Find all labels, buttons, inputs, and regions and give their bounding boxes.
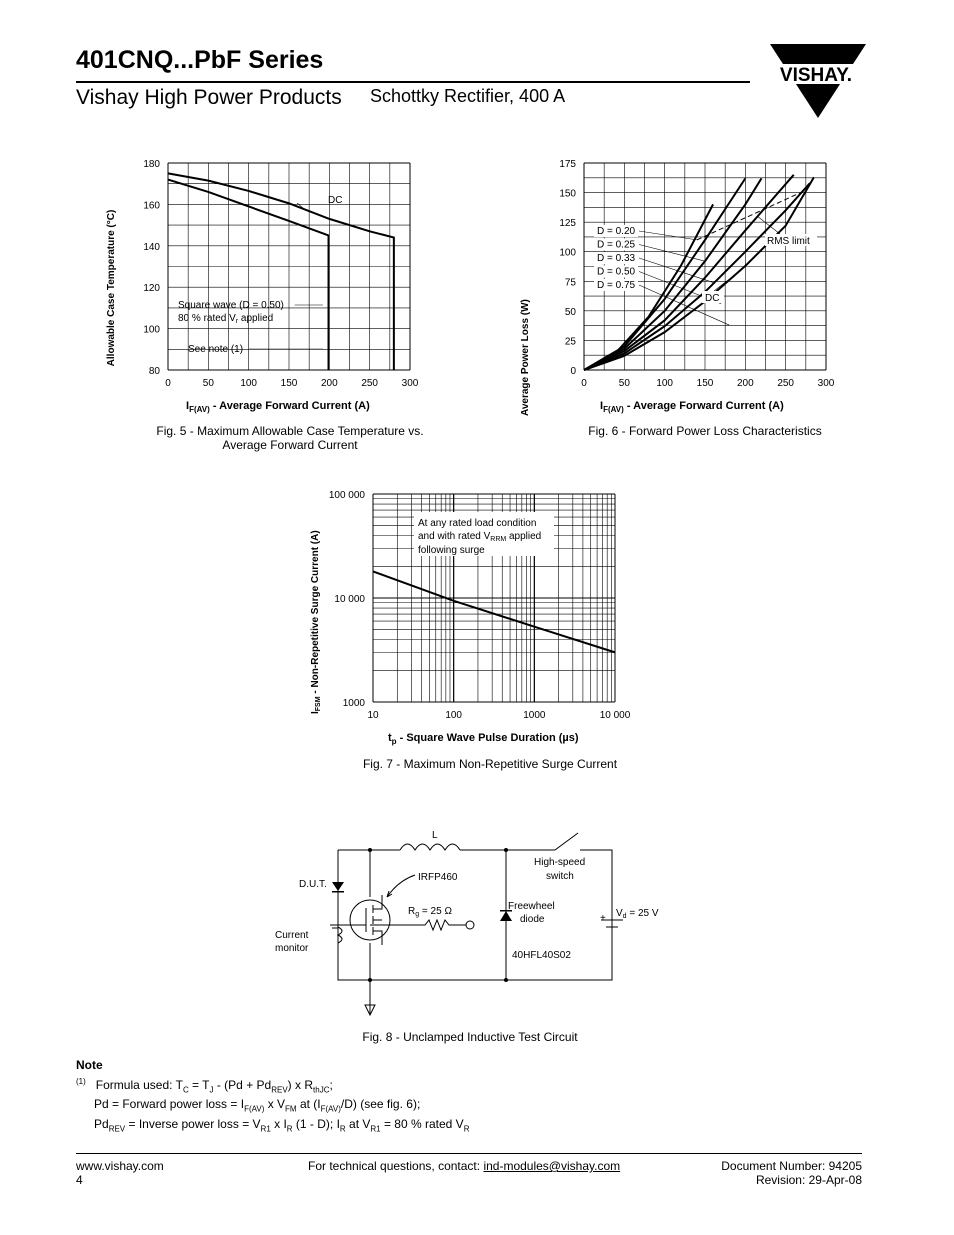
fig5-caption: Fig. 5 - Maximum Allowable Case Temperature vs. Average Forward Current: [156, 424, 424, 452]
fig6-y-tick: 150: [559, 188, 576, 200]
footer-rule: [76, 1153, 862, 1154]
logo-text: VISHAY.: [779, 65, 853, 86]
fig6-x-tick: 200: [736, 378, 754, 389]
fig6-x-tick: 150: [696, 378, 714, 389]
vishay-logo: [768, 42, 868, 120]
fig5-x-tick: 0: [165, 378, 171, 389]
fig7-y-tick: 1000: [342, 698, 365, 709]
fig5-square-wave-label: Square wave (D = 0.50): [178, 300, 284, 311]
footer-page-number: 4: [76, 1173, 83, 1187]
footer-doc-number: Document Number: 94205: [721, 1159, 862, 1173]
freewheel-label-1: Freewheel: [508, 901, 555, 912]
fig5-rated-label: 80 % rated $V_r$ applied: [178, 313, 274, 325]
fig6-label-d020: D = 0.20: [597, 226, 636, 237]
fig6-y-tick: 75: [564, 277, 576, 289]
fig5-series-line-1: [168, 173, 394, 370]
fig6-leader-d033: [639, 258, 713, 282]
fig6-x-tick: 100: [656, 378, 674, 389]
inductor-label: L: [432, 830, 438, 841]
fig8-caption: Fig. 8 - Unclamped Inductive Test Circuit: [362, 1030, 578, 1044]
footer-url[interactable]: www.vishay.com: [76, 1159, 164, 1173]
fig6-y-tick: 50: [564, 306, 576, 318]
fig5-y-axis-title: Allowable Case Temperature (°C): [106, 209, 117, 367]
fig7-annotation-line3: following surge: [418, 545, 485, 556]
fig6-label-rms: RMS limit: [767, 236, 810, 247]
footer-email-link[interactable]: ind-modules@vishay.com: [483, 1159, 621, 1173]
fig6-label-d033: D = 0.33: [597, 253, 636, 264]
freewheel-label-2: diode: [520, 914, 545, 925]
fig7-x-tick: 1000: [523, 710, 546, 721]
current-monitor-label-2: monitor: [275, 943, 309, 954]
note-title: Note: [76, 1058, 103, 1072]
fig7-chart: [300, 484, 640, 724]
fig6-y-tick: 125: [559, 218, 576, 230]
fig5-chart: [100, 148, 440, 420]
switch-blade: [555, 833, 578, 850]
fig6-y-tick: 175: [559, 159, 576, 170]
fig6-label-d025: D = 0.25: [597, 239, 636, 251]
fig7-x-tick: 10 000: [599, 710, 631, 721]
fig5-dc-label: DC: [328, 195, 343, 206]
fig5-y-tick: 180: [143, 159, 160, 170]
fig5-series-line-2: [168, 180, 329, 370]
fig6-y-tick: 25: [564, 336, 576, 348]
fig5-x-tick: 100: [240, 378, 258, 389]
fig5-x-tick: 150: [280, 378, 298, 389]
fig5-x-tick: 250: [361, 378, 379, 389]
fig7-annotation-line1: At any rated load condition: [418, 518, 537, 529]
fig6-y-tick: 100: [559, 247, 576, 259]
gate-resistor-label: $R_g = 25$ Ω: [408, 906, 452, 918]
fig6-dc-leader: [714, 273, 737, 291]
note-block: [76, 1058, 469, 1136]
switch-label-1: High-speed: [534, 857, 586, 868]
fig5-x-tick: 300: [401, 378, 419, 389]
fig6-label-d050: D = 0.50: [597, 266, 636, 278]
brand-subtitle: Vishay High Power Products: [76, 86, 342, 109]
footer-revision: Revision: 29-Apr-08: [755, 1173, 862, 1187]
fig7-x-axis-title: $t_p$ - Square Wave Pulse Duration (µs): [388, 732, 579, 747]
header-rule: [76, 81, 750, 83]
fig6-caption: Fig. 6 - Forward Power Loss Characteristics: [588, 424, 822, 438]
fig6-x-tick: 250: [777, 378, 795, 389]
fig6-x-tick: 0: [581, 378, 587, 389]
fig7-x-tick: 100: [445, 710, 463, 721]
fig5-x-axis-title: $I_{F(AV)}$ - Average Forward Current (A): [186, 400, 370, 415]
note-line-1: $^{(1)}$ Formula used: $T_C = T_J - (Pd + Pd_{REV})$ x $R_{thJC}$;: [76, 1077, 333, 1095]
fig7-y-axis-title: $I_{FSM}$ - Non-Repetitive Surge Current (A): [310, 530, 322, 714]
fig7-y-tick: 100 000: [328, 490, 365, 501]
fig7-caption: Fig. 7 - Maximum Non-Repetitive Surge Current: [362, 757, 618, 771]
fig6-rms-limit-line: [697, 190, 806, 240]
fig7-series-line: [373, 571, 615, 652]
note-line-2: Pd = Forward power loss = $I_{F(AV)}$ x $V_{FM}$ at $(I_{F(AV)}/D)$ (see fig. 6);: [94, 1097, 421, 1114]
fig7-x-tick: 10: [367, 710, 379, 721]
product-subtitle: Schottky Rectifier, 400 A: [370, 86, 566, 106]
fig5-x-tick: 50: [202, 378, 214, 389]
fig6-x-tick: 50: [618, 378, 630, 389]
fig8-circuit: [270, 825, 690, 1025]
fig5-y-tick: 80: [148, 366, 160, 377]
fig6-label-d075: D = 0.75: [597, 280, 636, 291]
series-title: 401CNQ...PbF Series: [76, 46, 324, 74]
freewheel-part: 40HFL40S02: [512, 950, 571, 961]
fig7-annotation-line2: and with rated $V_{RRM}$ applied: [418, 531, 542, 543]
vd-label: $V_d = 25$ V: [616, 908, 659, 920]
fig6-x-axis-title: $I_{F(AV)}$ - Average Forward Current (A): [600, 400, 784, 415]
fig6-chart: [500, 148, 850, 420]
fig5-y-tick: 120: [143, 283, 160, 295]
footer-contact: For technical questions, contact: ind-modules@vishay.com: [308, 1159, 621, 1173]
fig5-see-note: See note (1): [188, 344, 244, 355]
switch-label-2: switch: [546, 871, 574, 882]
mosfet-label: IRFP460: [418, 872, 458, 883]
fig6-label-dc: DC: [705, 293, 720, 304]
note-line-3: $Pd_{REV}$ = Inverse power loss = $V_{R1}$ x $I_R$ (1 - D); $I_R$ at $V_{R1} = 80$ % rated $V_R$: [94, 1116, 470, 1134]
fig6-leader-d020: [639, 231, 697, 240]
fig6-y-axis-title: Average Power Loss (W): [520, 299, 531, 416]
inductor-coil: [400, 844, 460, 850]
fig5-y-tick: 100: [143, 324, 160, 336]
fig5-x-tick: 200: [320, 378, 338, 389]
fig5-y-tick: 160: [143, 200, 160, 212]
fig5-y-tick: 140: [143, 241, 160, 253]
dut-label: D.U.T.: [299, 879, 327, 890]
plus-sign: +: [600, 913, 606, 924]
fig6-x-tick: 300: [817, 378, 835, 389]
fig6-y-tick: 0: [570, 366, 576, 377]
fig7-y-tick: 10 000: [334, 594, 365, 605]
current-monitor-label-1: Current: [275, 930, 309, 941]
mosfet-circle: [350, 900, 390, 940]
